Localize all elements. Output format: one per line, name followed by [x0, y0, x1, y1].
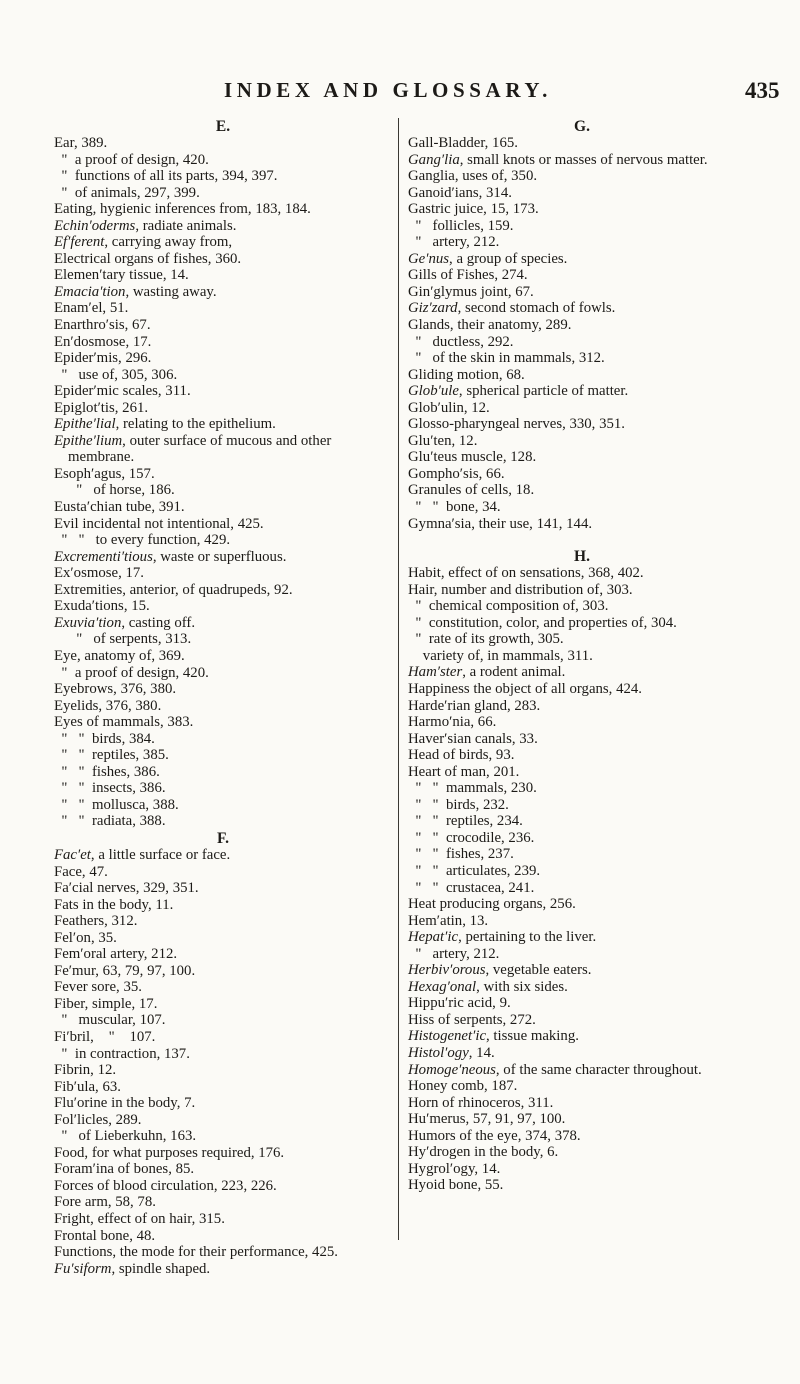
index-entry: [54, 284, 392, 301]
entry-text: " " birds, 232.: [408, 796, 509, 813]
index-subentry: [408, 648, 756, 665]
index-entry: [408, 1128, 756, 1145]
entry-text: Glob′ulin, 12.: [408, 399, 490, 416]
entry-text: " ductless, 292.: [408, 333, 514, 350]
index-subentry: [54, 731, 392, 748]
column-divider: [398, 118, 399, 1240]
glossary-term: Histol′ogy: [408, 1044, 469, 1061]
entry-text: " " reptiles, 234.: [408, 813, 523, 830]
entry-text: Fever sore, 35.: [54, 979, 142, 996]
entry-text: Glands, their anatomy, 289.: [408, 317, 572, 334]
entry-text: " " crocodile, 236.: [408, 829, 535, 846]
entry-text: Frontal bone, 48.: [54, 1227, 156, 1244]
entry-text: Ganoid′ians, 314.: [408, 184, 512, 201]
entry-text: Hiss of serpents, 272.: [408, 1011, 536, 1028]
glossary-term: Echin′oderms: [54, 217, 136, 234]
index-entry: [408, 1111, 756, 1128]
glossary-term: Giz′zard: [408, 300, 458, 317]
index-subentry: [54, 764, 392, 781]
entry-text: " " insects, 386.: [54, 780, 166, 797]
index-entry: [408, 449, 756, 466]
entry-text: Hy′drogen in the body, 6.: [408, 1144, 559, 1161]
index-entry: [408, 979, 756, 996]
entry-text: Ganglia, uses of, 350.: [408, 168, 538, 185]
entry-text: , radiate animals.: [135, 217, 237, 234]
entry-text: , small knots or masses of nervous matter.: [459, 151, 708, 168]
index-entry: [408, 1062, 756, 1079]
entry-text: Harmo′nia, 66.: [408, 714, 497, 731]
entry-text: " artery, 212.: [408, 234, 500, 251]
glossary-term: Fu′siform: [54, 1260, 112, 1277]
glossary-term: Ge′nus: [408, 250, 450, 267]
index-subentry: [54, 813, 392, 830]
entry-text: , outer surface of mucous and other membrane.: [68, 432, 332, 466]
index-subentry: [408, 813, 756, 830]
entry-text: Fol′licles, 289.: [54, 1111, 142, 1128]
index-entry: [54, 350, 392, 367]
entry-text: Hippu′ric acid, 9.: [408, 995, 511, 1012]
index-entry: [54, 300, 392, 317]
index-entry: [408, 317, 756, 334]
entry-text: Glu′teus muscle, 128.: [408, 449, 537, 466]
section-letter: G.: [574, 118, 590, 135]
index-subentry: [54, 747, 392, 764]
index-entry: [54, 1095, 392, 1112]
entry-text: Fi′bril, " 107.: [54, 1028, 156, 1045]
index-entry: [408, 400, 756, 417]
entry-text: Elemen′tary tissue, 14.: [54, 267, 189, 284]
index-entry: [54, 466, 392, 483]
entry-text: Head of birds, 93.: [408, 747, 515, 764]
glossary-term: Hexag′onal: [408, 978, 477, 995]
entry-text: Fem′oral artery, 212.: [54, 946, 178, 963]
index-entry: [54, 1112, 392, 1129]
index-entry: [54, 1228, 392, 1245]
index-subentry: [54, 797, 392, 814]
index-entry: [408, 135, 756, 152]
index-entry: [408, 1078, 756, 1095]
index-entry: [408, 1177, 756, 1194]
index-entry: [408, 1161, 756, 1178]
index-entry: [54, 648, 392, 665]
index-entry: [408, 1095, 756, 1112]
entry-text: , waste or superfluous.: [152, 548, 287, 565]
entry-text: Gymna′sia, their use, 141, 144.: [408, 515, 593, 532]
entry-text: Hyoid bone, 55.: [408, 1177, 504, 1194]
entry-text: " in contraction, 137.: [54, 1045, 190, 1062]
index-subentry: [408, 598, 756, 615]
entry-text: Epider′mic scales, 311.: [54, 383, 191, 400]
index-entry: [408, 185, 756, 202]
glossary-term: Fac′et: [54, 846, 91, 863]
entry-text: Eusta′chian tube, 391.: [54, 499, 185, 516]
entry-text: , spherical particle of matter.: [458, 383, 629, 400]
index-entry: [54, 615, 392, 632]
entry-text: Gastric juice, 15, 173.: [408, 201, 539, 218]
entry-text: " " to every function, 429.: [54, 532, 231, 549]
entry-text: Haver′sian canals, 33.: [408, 730, 538, 747]
index-subentry: [408, 334, 756, 351]
entry-text: , casting off.: [121, 614, 196, 631]
index-entry: [54, 1145, 392, 1162]
section-letter: E.: [215, 118, 231, 135]
entry-text: Evil incidental not intentional, 425.: [54, 515, 264, 532]
index-entry: [54, 218, 392, 235]
entry-text: Harde′rian gland, 283.: [408, 697, 541, 714]
glossary-term: Emacia′tion: [54, 283, 126, 300]
index-entry: [408, 201, 756, 218]
entry-text: Glosso-pharyngeal nerves, 330, 351.: [408, 416, 625, 433]
index-entry: [54, 913, 392, 930]
entry-text: " a proof of design, 420.: [54, 664, 209, 681]
index-entry: [54, 135, 392, 152]
index-entry: [54, 1261, 392, 1278]
index-entry: [408, 747, 756, 764]
index-entry: [54, 565, 392, 582]
index-entry: [408, 664, 756, 681]
index-subentry: [54, 1128, 392, 1145]
index-subentry: [408, 218, 756, 235]
entry-text: Fel′on, 35.: [54, 929, 117, 946]
entry-text: Habit, effect of on sensations, 368, 402.: [408, 565, 644, 582]
entry-text: " artery, 212.: [408, 945, 500, 962]
index-entry: [408, 698, 756, 715]
index-entry: [408, 433, 756, 450]
index-entry: [54, 1194, 392, 1211]
glossary-term: Exuvia′tion: [54, 614, 122, 631]
index-entry: [408, 681, 756, 698]
index-entry: [54, 234, 392, 251]
index-entry: [408, 482, 756, 499]
index-subentry: [54, 532, 392, 549]
entry-text: Fright, effect of on hair, 315.: [54, 1211, 225, 1227]
entry-text: Eyebrows, 376, 380.: [54, 681, 177, 698]
entry-text: Fa′cial nerves, 329, 351.: [54, 880, 199, 897]
entry-text: " " birds, 384.: [54, 730, 155, 747]
index-column-right: [408, 118, 756, 1194]
index-entry: [408, 267, 756, 284]
index-entry: [408, 1045, 756, 1062]
index-entry: [408, 1028, 756, 1045]
index-entry: [54, 317, 392, 334]
entry-text: Hair, number and distribution of, 303.: [408, 581, 633, 598]
entry-text: " constitution, color, and properties of, 304.: [408, 614, 677, 631]
entry-text: Gin′glymus joint, 67.: [408, 283, 534, 300]
entry-text: " a proof of design, 420.: [54, 151, 209, 168]
entry-text: " of horse, 186.: [54, 482, 175, 499]
index-entry: [54, 1161, 392, 1178]
index-entry: [54, 1062, 392, 1079]
entry-text: Eating, hygienic inferences from, 183, 184.: [54, 201, 311, 218]
index-entry: [54, 963, 392, 980]
section-letter: F.: [217, 829, 229, 847]
entry-text: Ear, 389.: [54, 135, 108, 151]
index-entry: [54, 598, 392, 615]
index-entry: [54, 400, 392, 417]
index-entry: [54, 698, 392, 715]
index-entry: [54, 979, 392, 996]
index-entry: [54, 897, 392, 914]
entry-text: " " fishes, 386.: [54, 763, 160, 780]
index-entry: [54, 251, 392, 268]
index-subentry: [54, 185, 392, 202]
index-entry: [54, 267, 392, 284]
entry-text: , tissue making.: [486, 1028, 579, 1045]
entry-text: " " mammals, 230.: [408, 780, 537, 797]
entry-text: , wasting away.: [125, 283, 217, 300]
entry-text: " " reptiles, 385.: [54, 747, 169, 764]
index-entry: [54, 549, 392, 566]
entry-text: " " articulates, 239.: [408, 862, 541, 879]
entry-text: Eye, anatomy of, 369.: [54, 647, 185, 664]
index-entry: [408, 251, 756, 268]
entry-text: Ex′osmose, 17.: [54, 565, 144, 582]
glossary-term: Glob′ule: [408, 383, 459, 400]
index-entry: [54, 880, 392, 897]
glossary-term: Excrementi′tious: [54, 548, 153, 565]
index-entry: [54, 1079, 392, 1096]
entry-text: Gills of Fishes, 274.: [408, 267, 528, 284]
index-entry: [54, 847, 392, 864]
index-entry: [408, 896, 756, 913]
index-entry: [54, 1244, 392, 1261]
index-entry: [408, 466, 756, 483]
index-subentry: [54, 152, 392, 169]
entry-text: Face, 47.: [54, 863, 108, 880]
entry-text: , relating to the epithelium.: [115, 416, 276, 433]
entry-text: Hu′merus, 57, 91, 97, 100.: [408, 1111, 566, 1128]
index-entry: [408, 913, 756, 930]
index-entry: [54, 499, 392, 516]
entry-text: Fibrin, 12.: [54, 1062, 117, 1079]
section-gap: [408, 532, 756, 548]
index-entry: [408, 516, 756, 533]
index-entry: [54, 416, 392, 433]
entry-text: , a little surface or face.: [90, 846, 231, 863]
index-subentry: [408, 631, 756, 648]
index-entry: [54, 1178, 392, 1195]
index-entry: [408, 300, 756, 317]
index-subentry: [408, 863, 756, 880]
entry-text: " chemical composition of, 303.: [408, 598, 609, 615]
index-entry: [54, 516, 392, 533]
entry-text: Hem′atin, 13.: [408, 912, 489, 929]
index-subentry: [54, 631, 392, 648]
entry-text: , 14.: [468, 1044, 495, 1061]
entry-text: , carrying away from,: [104, 234, 233, 251]
entry-text: En′dosmose, 17.: [54, 333, 152, 350]
entry-text: Fib′ula, 63.: [54, 1078, 121, 1095]
glossary-term: Homoge′neous: [408, 1061, 496, 1078]
index-entry: [408, 764, 756, 781]
index-subentry: [54, 367, 392, 384]
entry-text: Enam′el, 51.: [54, 300, 129, 317]
section-letter: H.: [574, 548, 590, 566]
index-subentry: [54, 482, 392, 499]
page-number: 435: [745, 78, 780, 103]
entry-text: Forces of blood circulation, 223, 226.: [54, 1177, 277, 1194]
entry-text: Honey comb, 187.: [408, 1078, 518, 1095]
entry-text: " of the skin in mammals, 312.: [408, 350, 605, 367]
entry-text: , a rodent animal.: [462, 664, 566, 681]
entry-text: Gall-Bladder, 165.: [408, 135, 518, 151]
glossary-term: Herbiv′orous: [408, 962, 486, 979]
index-entry: [408, 284, 756, 301]
index-entry: [408, 615, 756, 632]
entry-text: " " bone, 34.: [408, 499, 501, 516]
entry-text: " rate of its growth, 305.: [408, 631, 564, 648]
entry-text: , spindle shaped.: [111, 1260, 211, 1277]
index-subentry: [408, 946, 756, 963]
index-entry: [54, 714, 392, 731]
index-subentry: [408, 234, 756, 251]
glossary-term: Hepat′ic: [408, 929, 459, 946]
entry-text: Happiness the object of all organs, 424.: [408, 680, 642, 697]
entry-text: Glu′ten, 12.: [408, 432, 478, 449]
index-subentry: [54, 1012, 392, 1029]
index-subentry: [408, 846, 756, 863]
entry-text: Heart of man, 201.: [408, 763, 520, 780]
index-entry: [54, 383, 392, 400]
entry-text: , pertaining to the liver.: [458, 929, 597, 946]
entry-text: Fiber, simple, 17.: [54, 995, 158, 1012]
entry-text: Flu′orine in the body, 7.: [54, 1095, 196, 1112]
index-entry: [54, 201, 392, 218]
index-entry: [54, 433, 392, 466]
entry-text: Feathers, 312.: [54, 913, 138, 930]
glossary-term: Epithe′lial: [54, 416, 116, 433]
entry-text: Horn of rhinoceros, 311.: [408, 1094, 554, 1111]
index-entry: [408, 565, 756, 582]
entry-text: Esoph′agus, 157.: [54, 465, 155, 482]
index-entry: [54, 1029, 392, 1046]
entry-text: variety of, in mammals, 311.: [408, 647, 593, 664]
entry-text: Epiglot′tis, 261.: [54, 399, 149, 416]
running-title: INDEX AND GLOSSARY.: [224, 78, 553, 102]
index-entry: [54, 1211, 392, 1228]
entry-text: Humors of the eye, 374, 378.: [408, 1127, 581, 1144]
entry-text: " " mollusca, 388.: [54, 796, 179, 813]
entry-text: , with six sides.: [476, 978, 568, 995]
entry-text: " use of, 305, 306.: [54, 366, 178, 383]
entry-text: " " crustacea, 241.: [408, 879, 535, 896]
entry-text: Fe′mur, 63, 79, 97, 100.: [54, 962, 196, 979]
index-entry: [54, 334, 392, 351]
entry-text: Food, for what purposes required, 176.: [54, 1144, 285, 1161]
entry-text: Gliding motion, 68.: [408, 366, 525, 383]
entry-text: , of the same character throughout.: [495, 1061, 702, 1078]
index-column-left: [54, 118, 392, 1277]
index-entry: [54, 930, 392, 947]
glossary-term: Ef′ferent: [54, 234, 105, 251]
index-subentry: [408, 830, 756, 847]
entry-text: , vegetable eaters.: [485, 962, 592, 979]
entry-text: Epider′mis, 296.: [54, 350, 152, 367]
index-entry: [54, 864, 392, 881]
entry-text: Fats in the body, 11.: [54, 896, 174, 913]
index-entry: [408, 367, 756, 384]
entry-text: Fore arm, 58, 78.: [54, 1194, 156, 1211]
index-entry: [408, 168, 756, 185]
index-entry: [54, 582, 392, 599]
index-subentry: [408, 499, 756, 516]
glossary-term: Gang′lia: [408, 151, 460, 168]
entry-text: Electrical organs of fishes, 360.: [54, 250, 242, 267]
index-subentry: [408, 350, 756, 367]
entry-text: Foram′ina of bones, 85.: [54, 1161, 195, 1178]
index-entry: [408, 383, 756, 400]
page-header: [0, 78, 800, 108]
index-subentry: [54, 780, 392, 797]
index-entry: [408, 1144, 756, 1161]
entry-text: Granules of cells, 18.: [408, 482, 535, 499]
entry-text: , a group of species.: [449, 250, 568, 267]
entry-text: Heat producing organs, 256.: [408, 896, 576, 913]
index-entry: [408, 962, 756, 979]
index-entry: [408, 1012, 756, 1029]
glossary-term: Ham′ster: [408, 664, 463, 681]
entry-text: , second stomach of fowls.: [457, 300, 616, 317]
entry-text: " muscular, 107.: [54, 1012, 166, 1029]
entry-text: Functions, the mode for their performance, 425.: [54, 1244, 338, 1261]
index-subentry: [408, 880, 756, 897]
entry-text: Eyes of mammals, 383.: [54, 714, 194, 731]
index-entry: [54, 946, 392, 963]
entry-text: Enarthro′sis, 67.: [54, 317, 151, 334]
index-entry: [408, 152, 756, 169]
index-subentry: [408, 780, 756, 797]
entry-text: " functions of all its parts, 394, 397.: [54, 168, 278, 185]
entry-text: " " radiata, 388.: [54, 813, 166, 830]
index-subentry: [54, 665, 392, 682]
index-entry: [54, 996, 392, 1013]
index-entry: [54, 681, 392, 698]
entry-text: " of serpents, 313.: [54, 631, 192, 648]
entry-text: Eyelids, 376, 380.: [54, 697, 162, 714]
index-subentry: [54, 1046, 392, 1063]
index-subentry: [54, 168, 392, 185]
index-entry: [408, 731, 756, 748]
index-entry: [408, 416, 756, 433]
entry-text: " of Lieberkuhn, 163.: [54, 1128, 197, 1145]
index-entry: [408, 929, 756, 946]
entry-text: Exuda′tions, 15.: [54, 598, 150, 615]
entry-text: " follicles, 159.: [408, 217, 514, 234]
entry-text: " of animals, 297, 399.: [54, 184, 200, 201]
index-entry: [408, 582, 756, 599]
entry-text: Hygrol′ogy, 14.: [408, 1160, 501, 1177]
entry-text: Gompho′sis, 66.: [408, 465, 505, 482]
index-subentry: [408, 797, 756, 814]
entry-text: Extremities, anterior, of quadrupeds, 92.: [54, 581, 293, 598]
entry-text: " " fishes, 237.: [408, 846, 514, 863]
glossary-term: Histogenet′ic: [408, 1028, 487, 1045]
index-entry: [408, 995, 756, 1012]
glossary-term: Epithe′lium: [54, 432, 123, 449]
index-entry: [408, 714, 756, 731]
